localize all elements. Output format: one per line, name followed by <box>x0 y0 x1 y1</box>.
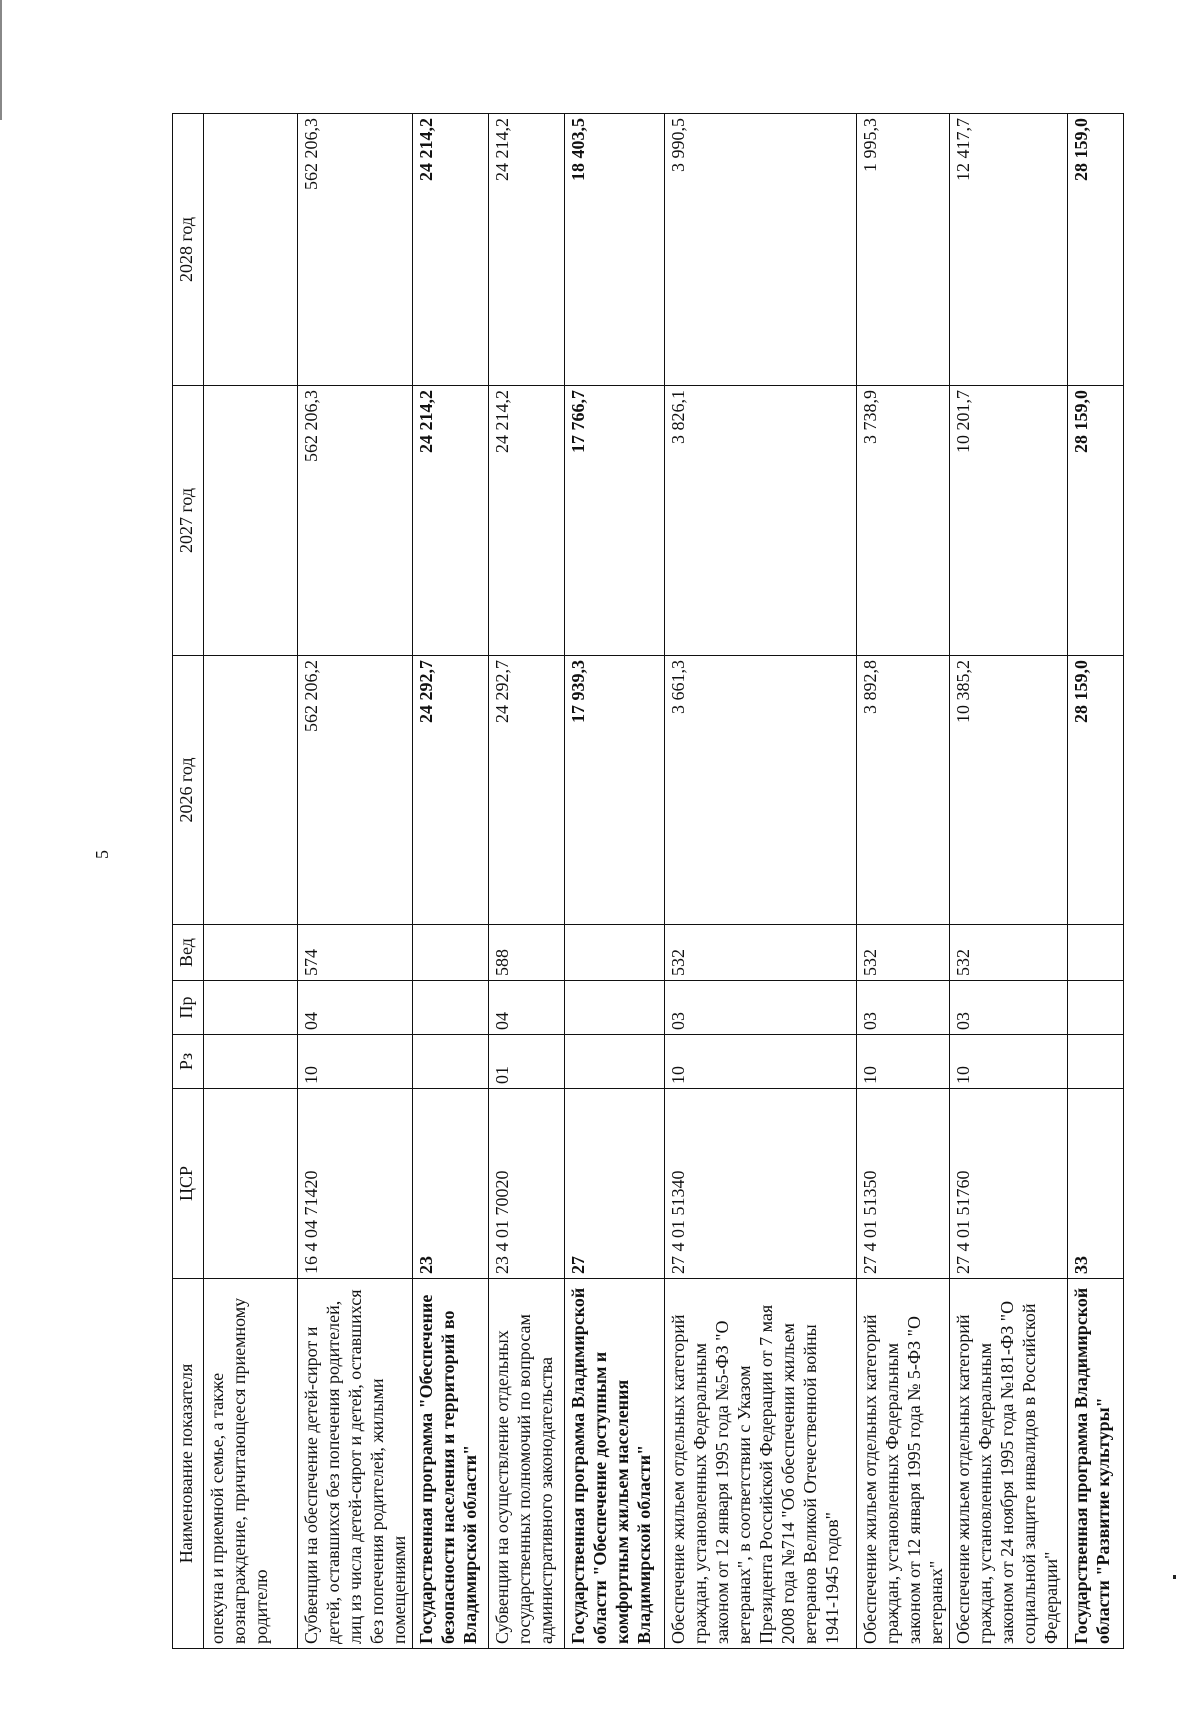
row-ved: 574 <box>298 925 413 981</box>
row-2026: 28 159,0 <box>1068 656 1124 925</box>
row-2026: 24 292,7 <box>489 656 565 925</box>
row-rz: 10 <box>298 1035 413 1089</box>
row-csr: 23 <box>413 1089 489 1279</box>
rotated-table-container <box>172 114 1183 1649</box>
row-name: Обеспечение жильем отдельных категорий граждан, установленных Федеральным законом от 12 января 1995 года № 5-ФЗ "О ветеранах" <box>857 1279 950 1649</box>
row-2027 <box>204 386 298 656</box>
row-2026: 562 206,2 <box>298 656 413 925</box>
scan-edge-line <box>0 0 2 120</box>
row-csr: 27 4 01 51760 <box>950 1089 1068 1279</box>
header-name: Наименование показателя <box>173 1279 204 1649</box>
row-csr: 16 4 04 71420 <box>298 1089 413 1279</box>
table-row <box>1068 114 1124 1649</box>
row-pr <box>565 981 665 1035</box>
row-2026: 17 939,3 <box>565 656 665 925</box>
table-row <box>298 114 413 1649</box>
row-2026: 3 892,8 <box>857 656 950 925</box>
table-row <box>565 114 665 1649</box>
row-csr: 33 <box>1068 1089 1124 1279</box>
header-2026: 2026 год <box>173 656 204 925</box>
row-pr <box>204 981 298 1035</box>
row-rz: 10 <box>857 1035 950 1089</box>
row-ved: 532 <box>950 925 1068 981</box>
row-ved <box>1068 925 1124 981</box>
row-2028 <box>204 114 298 386</box>
row-2027: 10 201,7 <box>950 386 1068 656</box>
row-csr: 23 4 01 70020 <box>489 1089 565 1279</box>
row-ved <box>413 925 489 981</box>
row-2027: 562 206,3 <box>298 386 413 656</box>
row-2028: 12 417,7 <box>950 114 1068 386</box>
row-ved <box>204 925 298 981</box>
row-rz: 01 <box>489 1035 565 1089</box>
row-csr: 27 4 01 51340 <box>665 1089 857 1279</box>
row-ved: 532 <box>665 925 857 981</box>
row-2027: 24 214,2 <box>489 386 565 656</box>
row-ved: 532 <box>857 925 950 981</box>
table-row <box>204 114 298 1649</box>
row-2027: 3 826,1 <box>665 386 857 656</box>
row-name: Обеспечение жильем отдельных категорий граждан, установленных Федеральным законом от 24 ноября 1995 года №181-ФЗ "О социальной защите инвалидов в Российской Федерации" <box>950 1279 1068 1649</box>
row-csr: 27 4 01 51350 <box>857 1089 950 1279</box>
header-pr: Пр <box>173 981 204 1035</box>
row-pr <box>413 981 489 1035</box>
row-2028: 562 206,3 <box>298 114 413 386</box>
row-rz <box>204 1035 298 1089</box>
row-csr: 27 <box>565 1089 665 1279</box>
row-2026: 24 292,7 <box>413 656 489 925</box>
row-rz <box>1068 1035 1124 1089</box>
table-row <box>665 114 857 1649</box>
row-2027: 24 214,2 <box>413 386 489 656</box>
row-pr: 03 <box>665 981 857 1035</box>
row-2028: 18 403,5 <box>565 114 665 386</box>
row-2026 <box>204 656 298 925</box>
row-pr: 04 <box>298 981 413 1035</box>
header-csr: ЦСР <box>173 1089 204 1279</box>
table-row <box>413 114 489 1649</box>
row-name: Субвенции на обеспечение детей-сирот и детей, оставшихся без попечения родителей, лиц из числа детей-сирот и детей, оставшихся без попечения родителей, жилыми помещениями <box>298 1279 413 1649</box>
row-2028: 28 159,0 <box>1068 114 1124 386</box>
row-rz <box>565 1035 665 1089</box>
row-ved: 588 <box>489 925 565 981</box>
row-name: Государственная программа "Обеспечение безопасности населения и территорий во Владимирской области" <box>413 1279 489 1649</box>
row-2028: 1 995,3 <box>857 114 950 386</box>
budget-table <box>172 113 1124 1649</box>
row-2027: 28 159,0 <box>1068 386 1124 656</box>
row-2027: 17 766,7 <box>565 386 665 656</box>
row-ved <box>565 925 665 981</box>
header-rz: Рз <box>173 1035 204 1089</box>
row-name: Субвенции на осуществление отдельных государственных полномочий по вопросам административного законодательства <box>489 1279 565 1649</box>
header-ved: Вед <box>173 925 204 981</box>
row-rz <box>413 1035 489 1089</box>
table-row <box>857 114 950 1649</box>
row-pr <box>1068 981 1124 1035</box>
table-row <box>950 114 1068 1649</box>
row-name: опекуна и приемной семье, а также вознаграждение, причитающееся приемному родителю <box>204 1279 298 1649</box>
table-row <box>489 114 565 1649</box>
row-2026: 10 385,2 <box>950 656 1068 925</box>
header-2027: 2027 год <box>173 386 204 656</box>
page-number: 5 <box>92 850 112 859</box>
row-name: Государственная программа Владимирской области "Развитие культуры" <box>1068 1279 1124 1649</box>
header-row <box>173 114 204 1649</box>
header-2028: 2028 год <box>173 114 204 386</box>
row-name: Государственная программа Владимирской области "Обеспечение доступным и комфортным жильем населения Владимирской области" <box>565 1279 665 1649</box>
row-2026: 3 661,3 <box>665 656 857 925</box>
row-pr: 03 <box>857 981 950 1035</box>
row-rz: 10 <box>665 1035 857 1089</box>
row-2028: 3 990,5 <box>665 114 857 386</box>
row-csr <box>204 1089 298 1279</box>
row-2028: 24 214,2 <box>413 114 489 386</box>
row-pr: 04 <box>489 981 565 1035</box>
row-2028: 24 214,2 <box>489 114 565 386</box>
row-2027: 3 738,9 <box>857 386 950 656</box>
row-rz: 10 <box>950 1035 1068 1089</box>
row-pr: 03 <box>950 981 1068 1035</box>
row-name: Обеспечение жильем отдельных категорий граждан, установленных Федеральным законом от 12 января 1995 года №5-ФЗ "О ветеранах", в соответствии с Указом Президента Российской Федерации от 7 мая 2008 года №714 "Об обеспечении жильем ветеранов Великой Отечественной войны 1941-1945 годов" <box>665 1279 857 1649</box>
